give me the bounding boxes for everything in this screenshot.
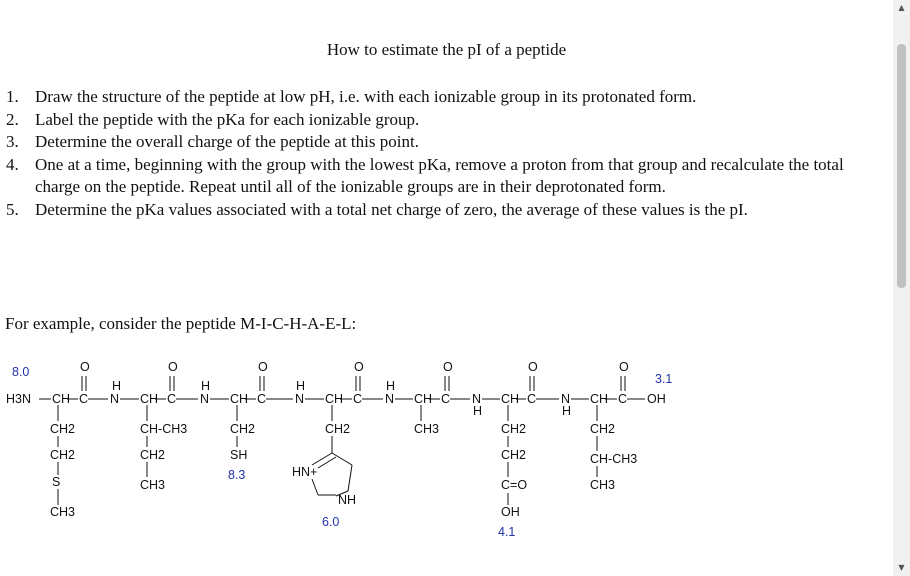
- step-item: [0, 109, 880, 132]
- alpha-carbon: CH: [325, 392, 344, 406]
- c-terminus-hydroxyl: OH: [647, 392, 666, 406]
- carbonyl-oxygen: O: [443, 360, 453, 374]
- side-chain-group: SH: [230, 448, 248, 462]
- n-terminus-label: H3N: [6, 392, 32, 406]
- imidazole-ring: [312, 453, 352, 496]
- side-chain-group: CH3: [140, 478, 166, 492]
- amide-hydrogen: H: [562, 404, 572, 418]
- side-chain-group: NH: [338, 493, 357, 507]
- side-chain-group: CH3: [50, 505, 76, 519]
- amide-hydrogen: H: [473, 404, 483, 418]
- step-text: Determine the overall charge of the peptide at this point.: [35, 132, 419, 151]
- side-chain-group: CH-CH3: [140, 422, 188, 436]
- side-chain-group: CH2: [501, 422, 527, 436]
- alpha-carbon: CH: [590, 392, 609, 406]
- side-chain-group: C=O: [501, 478, 528, 492]
- amide-hydrogen: H: [201, 379, 211, 393]
- pka-histidine: 6.0: [322, 515, 340, 529]
- side-chain-group: CH3: [414, 422, 440, 436]
- vertical-scrollbar[interactable]: [893, 0, 910, 576]
- carbonyl-oxygen: O: [258, 360, 268, 374]
- step-text: Label the peptide with the pKa for each ionizable group.: [35, 109, 420, 129]
- carbonyl-carbon: C: [618, 392, 628, 406]
- side-chain-group: CH2: [230, 422, 256, 436]
- side-chain-group: HN+: [292, 465, 318, 479]
- step-number: 5.: [6, 199, 19, 219]
- peptide-structure: [0, 355, 893, 555]
- alpha-carbon: CH: [230, 392, 249, 406]
- amide-nitrogen: N: [295, 392, 305, 406]
- carbonyl-carbon: C: [167, 392, 177, 406]
- pka-n-terminus: 8.0: [12, 365, 30, 379]
- side-chain-group: CH2: [140, 448, 166, 462]
- pka-c-terminus: 3.1: [655, 372, 673, 386]
- step-item: [0, 86, 880, 109]
- carbonyl-oxygen: O: [354, 360, 364, 374]
- carbonyl-carbon: C: [441, 392, 451, 406]
- side-chain-group: S: [52, 475, 61, 489]
- side-chain-group: CH2: [590, 422, 616, 436]
- step-number: 4.: [6, 154, 19, 174]
- alpha-carbon: CH: [414, 392, 433, 406]
- chevron-up-icon[interactable]: ▲: [898, 3, 905, 12]
- amide-nitrogen: N: [472, 392, 482, 406]
- alpha-carbon: CH: [52, 392, 71, 406]
- carbonyl-carbon: C: [257, 392, 267, 406]
- chevron-down-icon[interactable]: ▼: [898, 563, 905, 572]
- carbonyl-oxygen: O: [80, 360, 90, 374]
- amide-hydrogen: H: [386, 379, 396, 393]
- carbonyl-oxygen: O: [528, 360, 538, 374]
- step-number: 2.: [6, 109, 19, 129]
- alpha-carbon: CH: [140, 392, 159, 406]
- carbonyl-oxygen: O: [168, 360, 178, 374]
- side-chain-group: CH-CH3: [590, 452, 638, 466]
- steps-list: [0, 86, 880, 221]
- step-text: Draw the structure of the peptide at low pH, i.e. with each ionizable group in its protonated form.: [35, 87, 697, 106]
- side-chain-group: CH2: [325, 422, 351, 436]
- page-title: How to estimate the pI of a peptide: [326, 40, 567, 59]
- alpha-carbon: CH: [501, 392, 520, 406]
- step-text: Determine the pKa values associated with a total net charge of zero, the average of these values is the pI.: [35, 199, 748, 219]
- step-item: [0, 199, 880, 222]
- scrollbar-thumb[interactable]: [897, 44, 906, 288]
- carbonyl-oxygen: O: [619, 360, 629, 374]
- pka-glutamate: 4.1: [498, 525, 516, 539]
- amide-nitrogen: N: [385, 392, 395, 406]
- step-item: [0, 154, 880, 199]
- step-number: 1.: [6, 87, 19, 106]
- pka-cysteine: 8.3: [228, 468, 246, 482]
- step-text: One at a time, beginning with the group with the lowest pKa, remove a proton from that group and recalculate the total charge on the peptide. Repeat until all of the ionizable groups are in their deprotonated form.: [35, 154, 844, 196]
- amide-nitrogen: N: [561, 392, 571, 406]
- amide-nitrogen: N: [200, 392, 210, 406]
- step-number: 3.: [6, 132, 19, 151]
- example-text: For example, consider the peptide M-I-C-H-A-E-L:: [5, 314, 357, 333]
- amide-hydrogen: H: [112, 379, 122, 393]
- step-item: [0, 131, 880, 154]
- carbonyl-carbon: C: [353, 392, 363, 406]
- carbonyl-carbon: C: [79, 392, 89, 406]
- side-chain-group: CH2: [501, 448, 527, 462]
- side-chain-group: OH: [501, 505, 520, 519]
- side-chain-group: CH2: [50, 448, 76, 462]
- carbonyl-carbon: C: [527, 392, 537, 406]
- side-chain-group: CH2: [50, 422, 76, 436]
- amide-hydrogen: H: [296, 379, 306, 393]
- carbonyl-double-bonds: [82, 376, 625, 391]
- side-chain-group: CH3: [590, 478, 616, 492]
- amide-nitrogen: N: [110, 392, 120, 406]
